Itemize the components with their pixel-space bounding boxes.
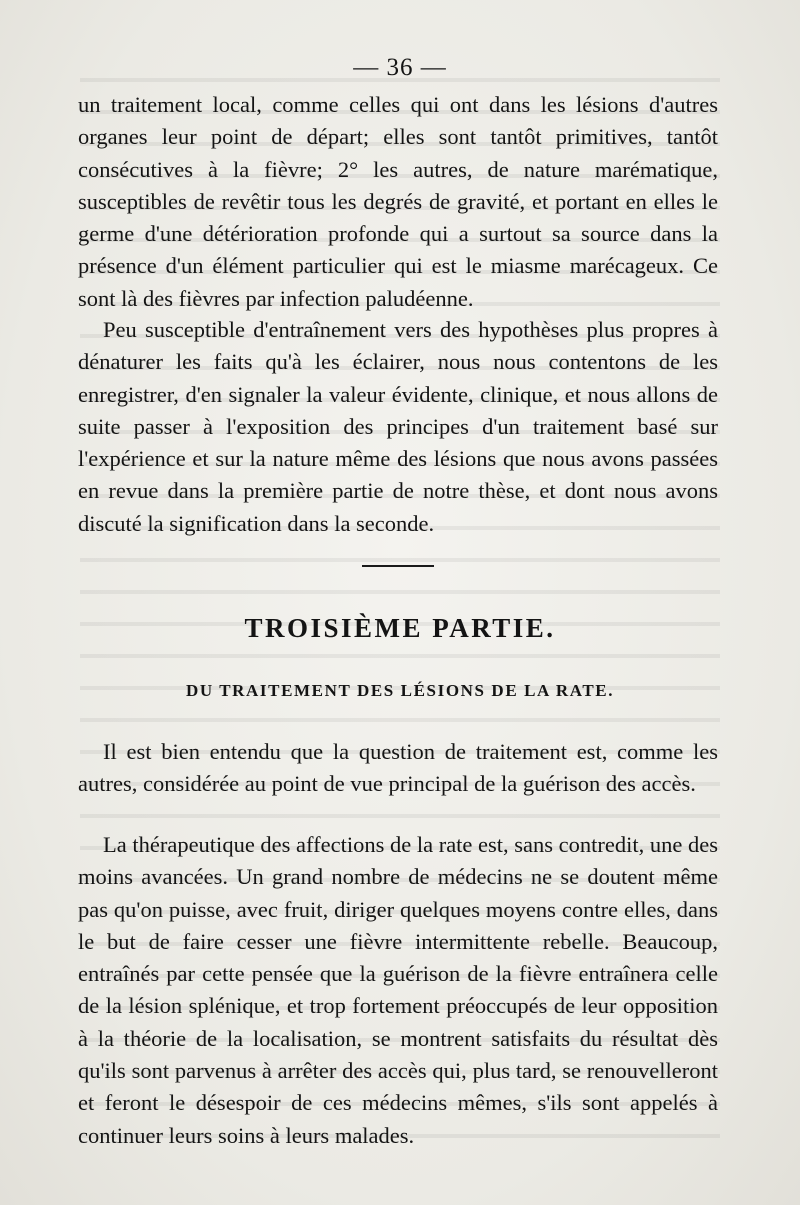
paragraph-continuation: un traitement local, comme celles qui ont dans les lésions d'autres organes leur point de départ; elles sont tantôt primitives, tantôt consécutives à la fièvre; 2° les autres, de nature marématique, susceptibles de revêtir tous les degrés de gravité, et portant en elles le germe d'une détérioration profonde qui a surtout sa source dans la présence d'un élément particulier qui est le miasme marécageux. Ce sont là des fièvres par infection paludéenne. (78, 92, 718, 311)
paragraph-hypotheses: Peu susceptible d'entraînement vers des hypothèses plus propres à dénaturer les faits qu'à les éclairer, nous nous contentons de les enregistrer, d'en signaler la valeur évidente, clinique, et nous allons de suite passer à l'exposition des principes d'un traitement basé sur l'expérience et sur la nature même des lésions que nous avons passées en revue dans la première partie de notre thèse, et dont nous avons discuté la signification dans la seconde. (78, 317, 718, 536)
paragraph-traitement: Il est bien entendu que la question de traitement est, comme les autres, considérée au point de vue principal de la guérison des accès. (78, 739, 718, 797)
paragraph-therapeutique: La thérapeutique des affections de la rate est, sans contredit, une des moins avancées. Un grand nombre de médecins ne se doutent même pas qu'on puisse, avec fruit, diriger quelques moyens contre elles, dans le but de faire cesser une fièvre intermittente rebelle. Beaucoup, entraînés par cette pensée que la guérison de la fièvre entraînera celle de la lésion splénique, et trop fortement préoccupés de leur opposition à la théorie de la localisation, se montrent satisfaits du résultat dès qu'ils sont parvenus à arrêter des accès qui, plus tard, se renouvelleront et feront le désespoir de ces médecins mêmes, s'ils sont appelés à continuer leurs soins à leurs malades. (78, 832, 718, 1148)
section-title: DU TRAITEMENT DES LÉSIONS DE LA RATE. (185, 681, 615, 700)
page-number: — 36 — (353, 54, 447, 81)
part-title: TROISIÈME PARTIE. (244, 613, 556, 643)
section-divider (362, 565, 434, 567)
